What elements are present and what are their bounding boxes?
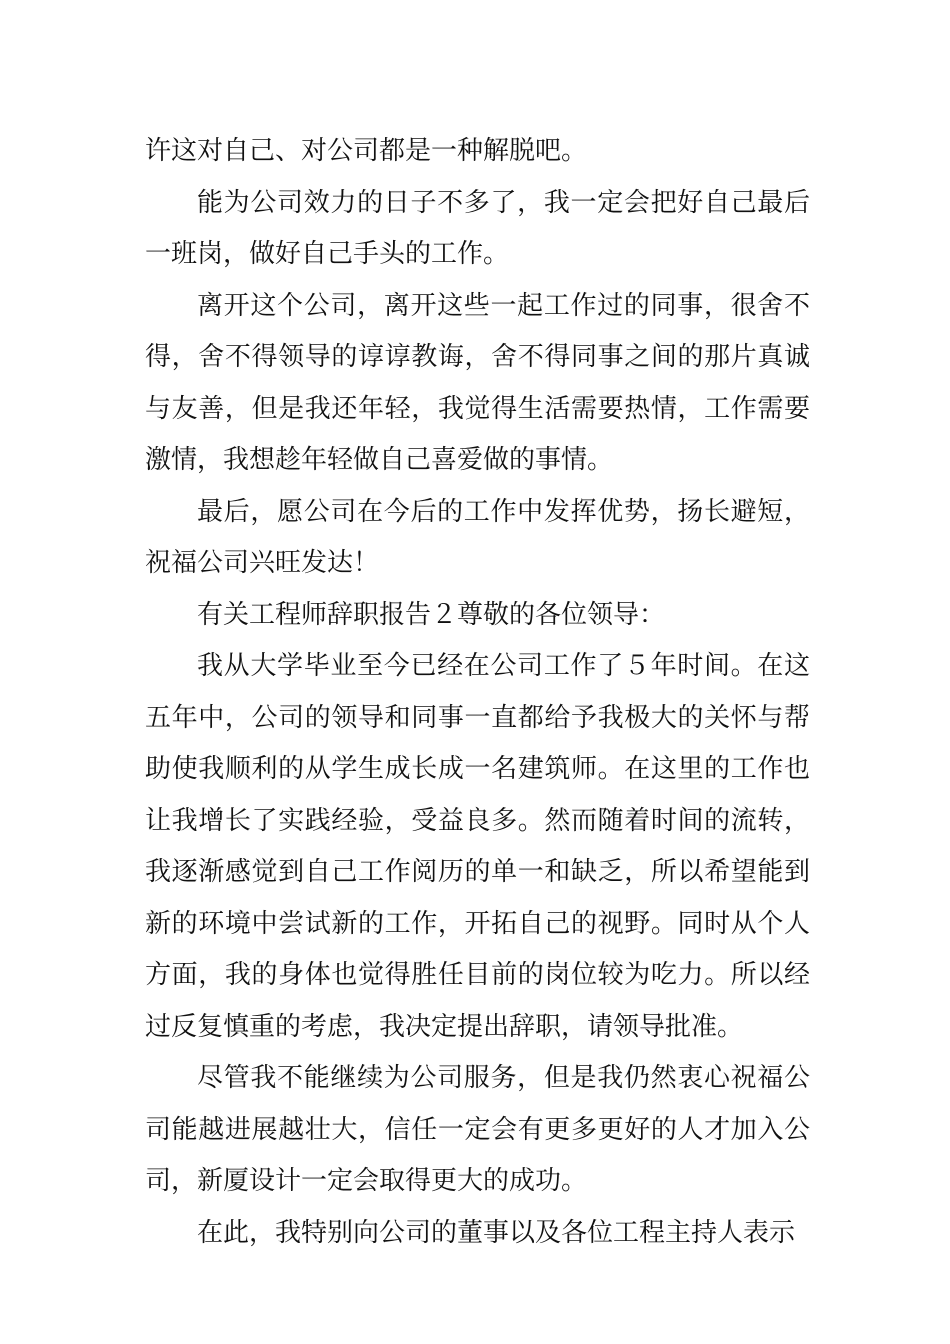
paragraph-8: 在此，我特别向公司的董事以及各位工程主持人表示: [197, 1217, 796, 1248]
paragraph-5-heading: 有关工程师辞职报告２尊敬的各位领导：: [197, 599, 666, 630]
paragraph-1: 许这对自己、对公司都是一种解脱吧。: [145, 136, 588, 166]
paragraph-7: 尽管我不能继续为公司服务，但是我仍然衷心祝福公司能越进展越壮大，信任一定会有更多更好的人才加入公司，新厦设计一定会取得更大的成功。: [145, 1063, 810, 1196]
paragraph-4: 最后，愿公司在今后的工作中发挥优势，扬长避短，祝福公司兴旺发达！: [145, 496, 810, 578]
paragraph-6: 我从大学毕业至今已经在公司工作了５年时间。在这五年中，公司的领导和同事一直都给予我极大的关怀与帮助使我顺利的从学生成长成一名建筑师。在这里的工作也让我增长了实践经验，受益良多。然而随着时间的流转，我逐渐感觉到自己工作阅历的单一和缺乏，所以希望能到新的环境中尝试新的工作，开拓自己的视野。同时从个人方面，我的身体也觉得胜任目前的岗位较为吃力。所以经过反复慎重的考虑，我决定提出辞职，请领导批准。: [145, 651, 810, 1042]
paragraph-2: 能为公司效力的日子不多了，我一定会把好自己最后一班岗，做好自己手头的工作。: [145, 187, 810, 269]
paragraph-3: 离开这个公司，离开这些一起工作过的同事，很舍不得，舍不得领导的谆谆教诲，舍不得同事之间的那片真诚与友善，但是我还年轻，我觉得生活需要热情，工作需要激情，我想趁年轻做自己喜爱做的事情。: [145, 290, 810, 475]
document-body: [145, 126, 810, 1259]
